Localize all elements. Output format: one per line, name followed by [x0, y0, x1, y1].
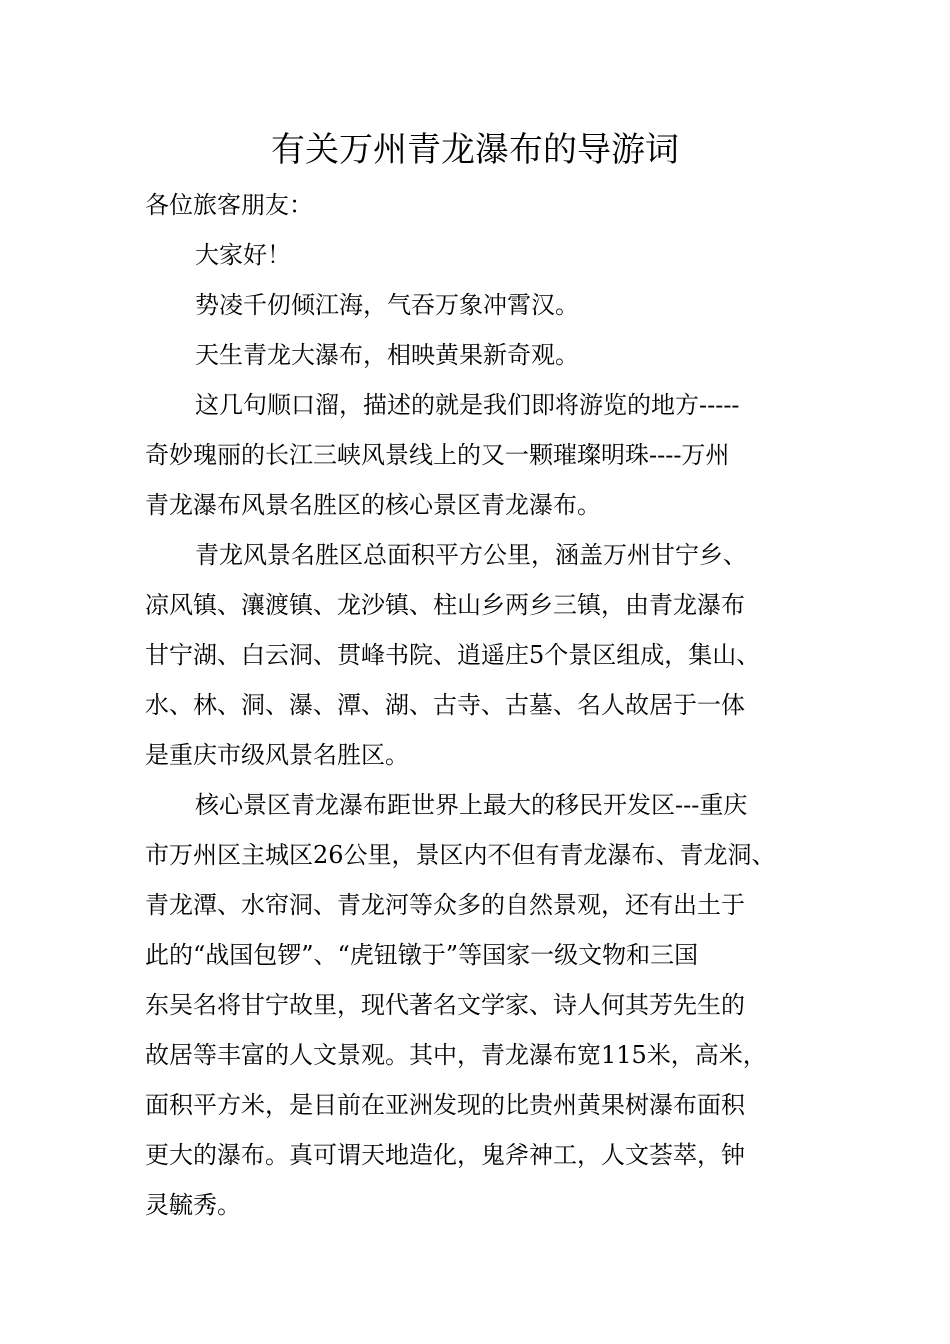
text-line: 奇妙瑰丽的长江三峡风景线上的又一颗璀璨明珠----万州 — [145, 441, 730, 469]
text-line: 势凌千仞倾江海，气吞万象冲霄汉。 — [195, 291, 579, 319]
text-line: 核心景区青龙瀑布距世界上最大的移民开发区---重庆 — [195, 791, 748, 819]
text-line: 更大的瀑布。真可谓天地造化，鬼斧神工，人文荟萃，钟 — [145, 1141, 745, 1169]
text-line: 故居等丰富的人文景观。其中，青龙瀑布宽115米，高米， — [145, 1041, 767, 1069]
greeting-line: 各位旅客朋友： — [145, 191, 313, 219]
text-line: 水、林、洞、瀑、潭、湖、古寺、古墓、名人故居于一体 — [145, 691, 745, 719]
text-line: 这几句顺口溜，描述的就是我们即将游览的地方----- — [195, 391, 740, 419]
text-line: 青龙风景名胜区总面积平方公里，涵盖万州甘宁乡、 — [195, 541, 747, 569]
text-line: 青龙潭、水帘洞、青龙河等众多的自然景观，还有出土于 — [145, 891, 745, 919]
text-line: 灵毓秀。 — [145, 1191, 241, 1219]
text-line: 面积平方米，是目前在亚洲发现的比贵州黄果树瀑布面积 — [145, 1091, 745, 1119]
text-line: 此的“战国包锣”、“虎钮镦于”等国家一级文物和三国 — [145, 941, 699, 969]
document-body — [145, 180, 825, 1230]
document-title: 有关万州青龙瀑布的导游词 — [271, 130, 679, 170]
text-line: 市万州区主城区26公里，景区内不但有青龙瀑布、青龙洞、 — [145, 841, 776, 869]
text-line: 青龙瀑布风景名胜区的核心景区青龙瀑布。 — [145, 491, 601, 519]
text-line: 甘宁湖、白云洞、贯峰书院、逍遥庄5个景区组成，集山、 — [145, 641, 761, 669]
text-line: 东吴名将甘宁故里，现代著名文学家、诗人何其芳先生的 — [145, 991, 745, 1019]
text-line: 是重庆市级风景名胜区。 — [145, 741, 409, 769]
text-line: 大家好！ — [195, 241, 291, 269]
text-line: 天生青龙大瀑布，相映黄果新奇观。 — [195, 341, 579, 369]
text-line: 凉风镇、瀼渡镇、龙沙镇、柱山乡两乡三镇，由青龙瀑布 — [145, 591, 745, 619]
